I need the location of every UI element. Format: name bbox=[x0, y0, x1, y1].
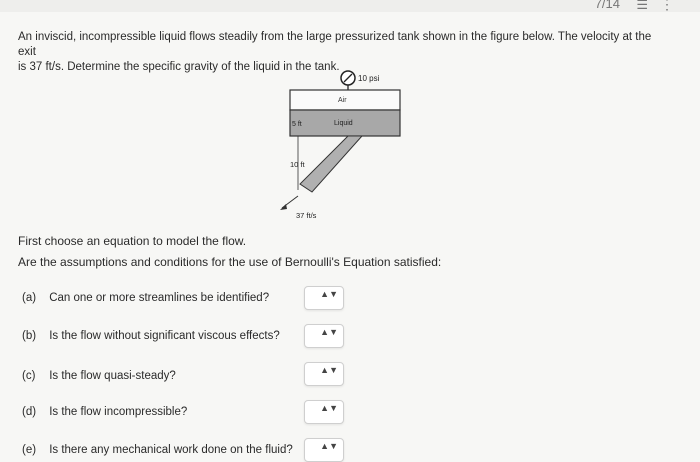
question-text: Is the flow without significant viscous effects? bbox=[49, 330, 280, 342]
question-e bbox=[22, 444, 293, 456]
select-arrow-icon: ▲▼ bbox=[320, 327, 338, 337]
answer-select-c[interactable] bbox=[304, 362, 344, 386]
question-b bbox=[22, 330, 280, 342]
select-arrow-icon: ▲▼ bbox=[320, 365, 338, 375]
question-letter: (d) bbox=[22, 406, 37, 418]
question-letter: (c) bbox=[22, 370, 36, 382]
question-a bbox=[22, 292, 269, 304]
answer-select-a[interactable] bbox=[304, 286, 344, 310]
question-letter: (a) bbox=[22, 292, 37, 304]
question-text: Is the flow quasi-steady? bbox=[49, 370, 176, 382]
question-c bbox=[22, 370, 176, 382]
top-bar bbox=[0, 0, 700, 12]
tank-diagram bbox=[250, 68, 450, 228]
answer-select-e[interactable] bbox=[304, 438, 344, 462]
velocity-label: 37 ft/s bbox=[296, 211, 317, 220]
air-label: Air bbox=[338, 97, 347, 104]
liquid-label: Liquid bbox=[334, 120, 353, 127]
answer-select-b[interactable] bbox=[304, 324, 344, 348]
pressure-label: 10 psi bbox=[358, 74, 380, 83]
page-indicator: 7/14 bbox=[594, 0, 620, 11]
question-text: Is there any mechanical work done on the fluid? bbox=[49, 444, 293, 456]
select-arrow-icon: ▲▼ bbox=[320, 289, 338, 299]
select-arrow-icon: ▲▼ bbox=[320, 441, 338, 451]
dim-5ft: 5 ft bbox=[292, 121, 302, 128]
question-letter: (e) bbox=[22, 444, 37, 456]
select-arrow-icon: ▲▼ bbox=[320, 403, 338, 413]
dim-10ft: 10 ft bbox=[290, 160, 305, 169]
problem-line-2: is 37 ft/s. Determine the specific gravity of the liquid in the tank. bbox=[18, 61, 340, 73]
answer-select-d[interactable] bbox=[304, 400, 344, 424]
equation-prompt: First choose an equation to model the flow. bbox=[18, 234, 247, 248]
question-text: Can one or more streamlines be identified? bbox=[49, 292, 270, 304]
question-d bbox=[22, 406, 187, 418]
list-icon[interactable]: ☰ bbox=[636, 0, 648, 12]
question-letter: (b) bbox=[22, 330, 37, 342]
tank-figure bbox=[250, 68, 450, 228]
assumptions-prompt: Are the assumptions and conditions for the use of Bernoulli's Equation satisfied: bbox=[18, 255, 442, 269]
problem-line-1: An inviscid, incompressible liquid flows steadily from the large pressurized tank shown in the figure below. The velocity at the exit bbox=[18, 31, 652, 58]
question-text: Is the flow incompressible? bbox=[49, 406, 188, 418]
more-vertical-icon[interactable]: ⋮ bbox=[660, 0, 674, 12]
